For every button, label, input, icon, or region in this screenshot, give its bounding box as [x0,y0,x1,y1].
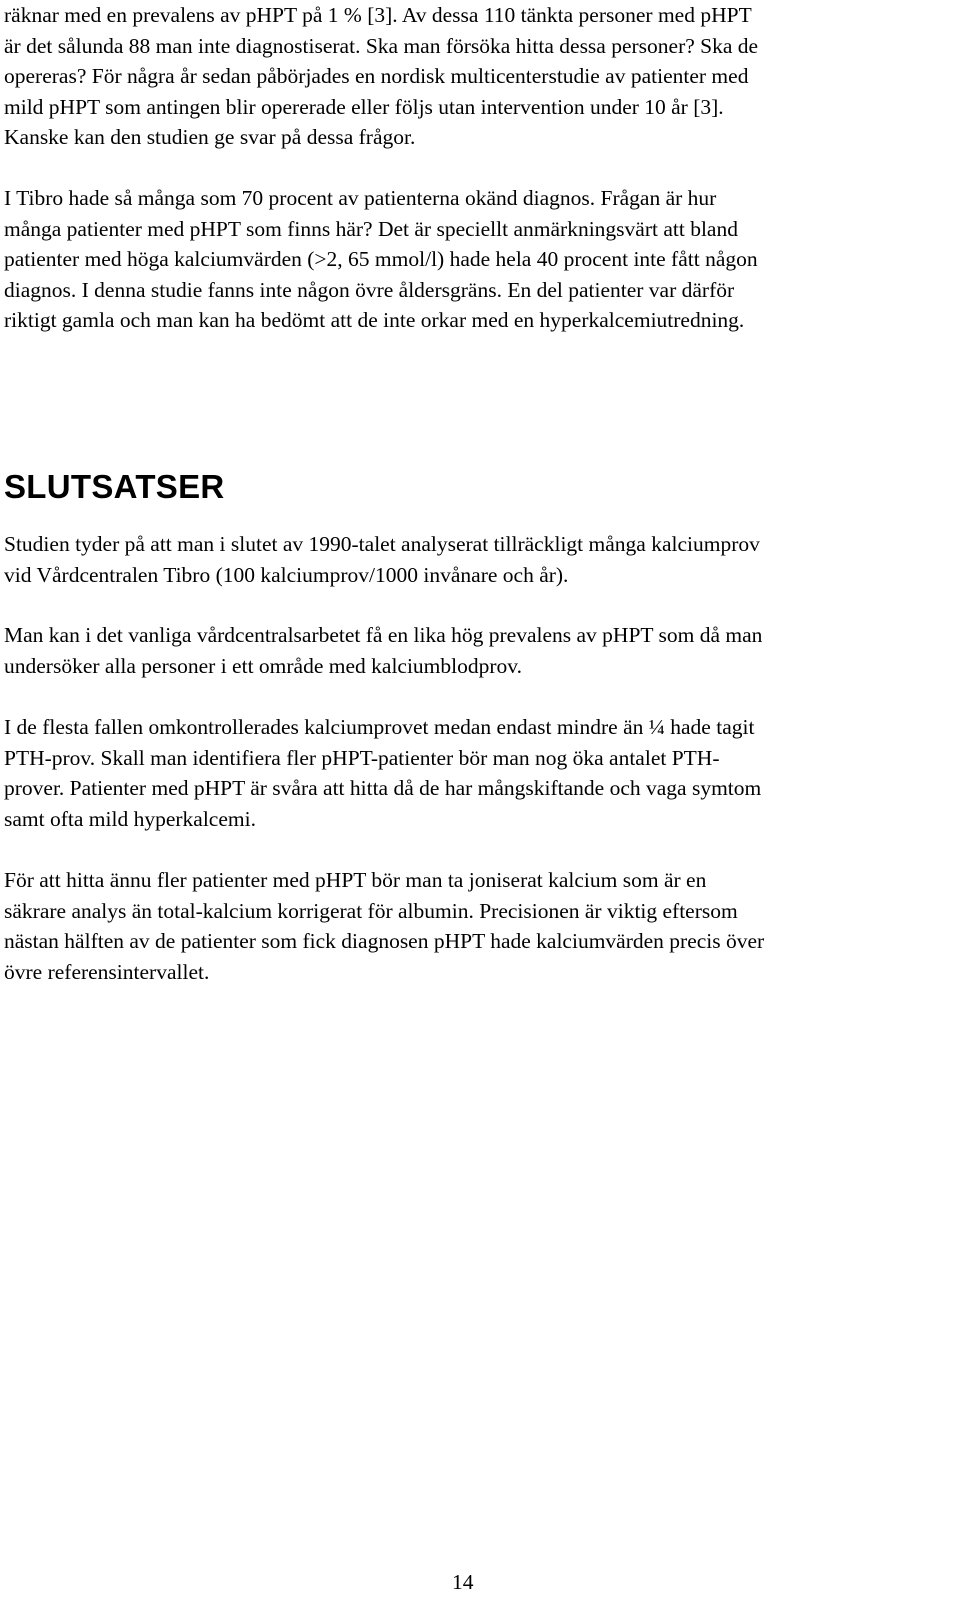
section-heading: SLUTSATSER [4,468,225,505]
text-line: I Tibro hade så många som 70 procent av patienterna okänd diagnos. Frågan är hur [4,186,717,210]
text-line: För att hitta ännu fler patienter med pHPT bör man ta joniserat kalcium som är en [4,868,707,892]
text-line: diagnos. I denna studie fanns inte någon övre åldersgräns. En del patienter var därför [4,277,735,302]
text-line: är det sålunda 88 man inte diagnostiserat. Ska man försöka hitta dessa personer? Ska de [4,33,759,58]
conclusion-paragraph-4 [4,865,956,987]
text-line: samt ofta mild hyperkalcemi. [4,806,256,831]
text-line: övre referensintervallet. [4,959,210,984]
text-line: säkrare analys än total-kalcium korrigerat för albumin. Precisionen är viktig eftersom [4,898,738,923]
intro-paragraph-1 [4,0,956,153]
text-line: många patienter med pHPT som finns här? Det är speciellt anmärkningsvärt att bland [4,216,738,241]
conclusion-paragraph-2 [4,620,956,681]
conclusion-paragraph-1 [4,529,956,590]
text-line: nästan hälften av de patienter som fick diagnosen pHPT hade kalciumvärden precis över [4,929,765,954]
page-number: 14 [452,1570,474,1594]
text-line: I de flesta fallen omkontrollerades kalciumprovet medan endast mindre än ¼ hade tagit [4,715,755,739]
text-line: undersöker alla personer i ett område med kalciumblodprov. [4,653,523,678]
text-line: Studien tyder på att man i slutet av 1990-talet analyserat tillräckligt många kalciumprov [4,532,760,556]
text-line: opereras? För några år sedan påbörjades en nordisk multicenterstudie av patienter med [4,64,749,89]
text-line: Kanske kan den studien ge svar på dessa frågor. [4,125,416,150]
text-line: PTH-prov. Skall man identifiera fler pHPT-patienter bör man nog öka antalet PTH- [4,745,720,770]
text-line: riktigt gamla och man kan ha bedömt att de inte orkar med en hyperkalcemiutredning. [4,308,745,333]
intro-paragraph-2 [4,183,956,336]
text-line: prover. Patienter med pHPT är svåra att hitta då de har mångskiftande och vaga symtom [4,776,762,801]
text-line: vid Vårdcentralen Tibro (100 kalciumprov/1000 invånare och år). [4,562,569,587]
text-line: patienter med höga kalciumvärden (>2, 65 mmol/l) hade hela 40 procent inte fått någon [4,247,758,272]
text-line: räknar med en prevalens av pHPT på 1 % [3]. Av dessa 110 tänkta personer med pHPT [4,3,752,27]
conclusion-paragraph-3 [4,712,956,834]
text-line: Man kan i det vanliga vårdcentralsarbetet få en lika hög prevalens av pHPT som då man [4,623,763,647]
text-line: mild pHPT som antingen blir opererade eller följs utan intervention under 10 år [3]. [4,94,724,119]
